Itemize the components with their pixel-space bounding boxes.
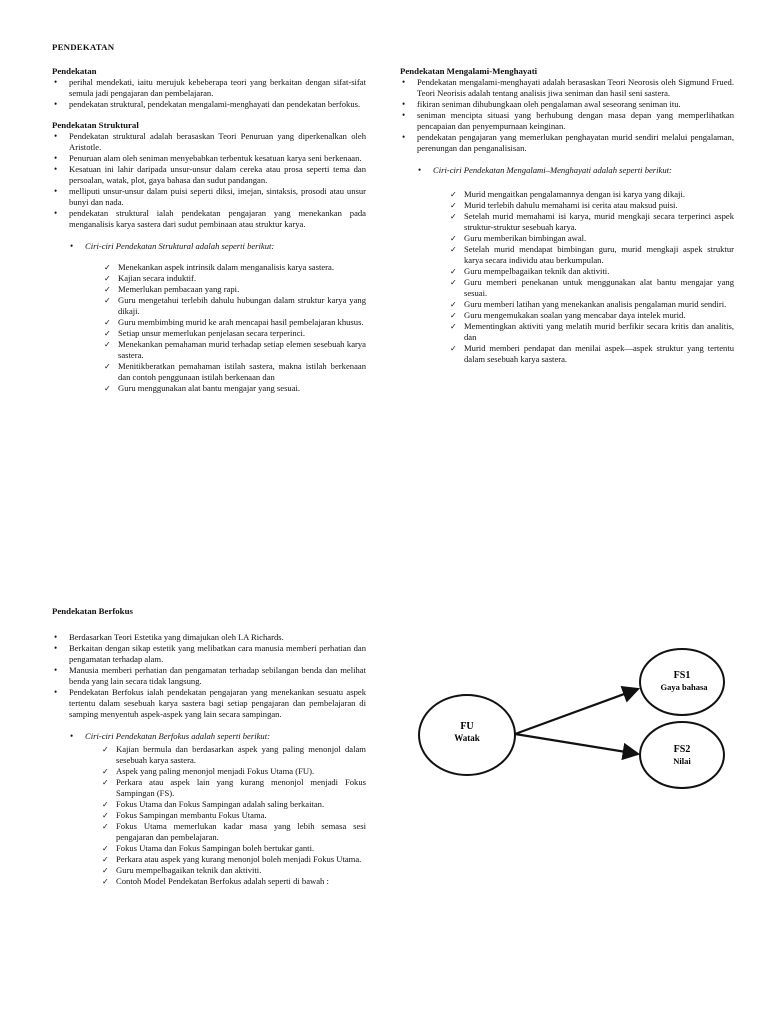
list-item: ✓ Guru menggunakan alat bantu mengajar yang sesuai.	[104, 383, 366, 394]
list-item: • Pendekatan mengalami-menghayati adalah berasaskan Teori Neorosis oleh Sigmund Frued. Teori Neorisis adalah tentang analisis jiwa seniman dan hasil seni sastera.	[400, 77, 734, 99]
list-item: ✓ Guru memberikan bimbingan awal.	[450, 233, 734, 244]
list-item: ✓ Menitikberatkan pemahaman istilah sastera, makna istilah berkenaan dan contoh penggunaan istilah berkenaan dan	[104, 361, 366, 383]
focus-diagram	[412, 644, 742, 804]
list-item: ✓ Aspek yang paling menonjol menjadi Fokus Utama (FU).	[102, 766, 366, 777]
section-heading-struktural: Pendekatan Struktural	[52, 120, 139, 130]
struktural-ciri-list	[104, 262, 366, 394]
list-item: ✓ Fokus Sampingan membantu Fokus Utama.	[102, 810, 366, 821]
list-item: • fikiran seniman dihubungkaan oleh pengalaman awal seseorang seniman itu.	[400, 99, 734, 110]
list-item: • Berdasarkan Teori Estetika yang dimajukan oleh I.A Richards.	[52, 632, 366, 643]
pendekatan-list	[52, 77, 366, 110]
list-item: ✓ Fokus Utama memerlukan kadar masa yang lebih semasa sesi pengajaran dan pembelajaran.	[102, 821, 366, 843]
mengalami-ciri-intro	[416, 165, 734, 176]
struktural-list	[52, 131, 366, 230]
page-title: PENDEKATAN	[52, 42, 115, 52]
list-item: ✓ Mementingkan aktiviti yang melatih murid berfikir secara kritis dan analitis, dan	[450, 321, 734, 343]
right-column	[400, 66, 734, 365]
section-heading-pendekatan: Pendekatan	[52, 66, 97, 76]
list-item: ✓ Guru mengetahui terlebih dahulu hubungan dalam struktur karya yang dikaji.	[104, 295, 366, 317]
berfokus-ciri-intro-text: Ciri-ciri Pendekatan Berfokus adalah seperti berikut:	[85, 731, 270, 741]
fs2-node	[640, 722, 724, 788]
list-item: ✓ Kajian secara induktif.	[104, 273, 366, 284]
berfokus-ciri-list	[102, 744, 366, 887]
left-column	[52, 66, 366, 394]
mengalami-list	[400, 77, 734, 154]
berfokus-section	[52, 606, 366, 887]
list-item: • Berkaitan dengan sikap estetik yang melibatkan cara manusia memberi perhatian dan pengamatan terhadap alam.	[52, 643, 366, 665]
list-item: ✓ Murid mengaitkan pengalamannya dengan isi karya yang dikaji.	[450, 189, 734, 200]
fs2-subtitle: Nilai	[673, 756, 691, 766]
list-item: • perihal mendekati, iaitu merujuk kebeberapa teori yang berkaitan dengan sifat-sifat semula jadi pengajaran dan pembelajaran.	[52, 77, 366, 99]
list-item: ✓ Memerlukan pembacaan yang rapi.	[104, 284, 366, 295]
berfokus-ciri-intro	[68, 731, 366, 742]
list-item: ✓ Murid terlebih dahulu memahami isi cerita atau maksud puisi.	[450, 200, 734, 211]
list-item: • pendekatan pengajaran yang memerlukan penghayatan murid sendiri melalui pengalaman, perenungan dan penganalisisan.	[400, 132, 734, 154]
list-item: • seniman mencipta situasi yang berhubung dengan masa depan yang memperlihatkan pencapaian dan penyempurnaan keinginan.	[400, 110, 734, 132]
list-item: ✓ Guru membimbing murid ke arah mencapai hasil pembelajaran khusus.	[104, 317, 366, 328]
list-item: • pendekatan struktural, pendekatan mengalami-menghayati dan pendekatan berfokus.	[52, 99, 366, 110]
struktural-ciri-intro-text: Ciri-ciri Pendekatan Struktural adalah seperti berikut:	[85, 241, 275, 251]
list-item: ✓ Menekankan pemahaman murid terhadap setiap elemen sesebuah karya sastera.	[104, 339, 366, 361]
arrow-fu-fs2	[515, 734, 638, 754]
list-item: ✓ Setelah murid memahami isi karya, murid mengkaji secara terperinci aspek struktur-struktur sesebuah karya.	[450, 211, 734, 233]
fs2-title: FS2	[673, 744, 691, 755]
struktural-ciri-intro	[68, 241, 366, 252]
list-item: ✓ Kajian bermula dan berdasarkan aspek yang paling menonjol dalam sesebuah karya sastera.	[102, 744, 366, 766]
list-item: • pendekatan struktural ialah pendekatan pengajaran yang menekankan pada menganalisis karya sastera dari sudut pembinaan atau struktur karya.	[52, 208, 366, 230]
fs1-title: FS1	[673, 670, 691, 681]
list-item: ✓ Fokus Utama dan Fokus Sampingan boleh bertukar ganti.	[102, 843, 366, 854]
mengalami-ciri-list	[450, 189, 734, 365]
list-item: ✓ Perkara atau aspek lain yang kurang menonjol menjadi Fokus Sampingan (FS).	[102, 777, 366, 799]
list-item: ✓ Murid memberi pendapat dan menilai aspek—aspek struktur yang tertentu dalam sesebuah karya sastera.	[450, 343, 734, 365]
list-item: ✓ Perkara atau aspek yang kurang menonjol boleh menjadi Fokus Utama.	[102, 854, 366, 865]
berfokus-list	[52, 632, 366, 720]
arrow-fu-fs1	[515, 689, 638, 734]
list-item: • melliputi unsur-unsur dalam puisi seperti diksi, imejan, sintaksis, prosodi atau unsur bunyi dan nada.	[52, 186, 366, 208]
list-item: ✓ Setelah murid mendapat bimbingan guru, murid mengkaji aspek struktur karya secara individu atau berkumpulan.	[450, 244, 734, 266]
list-item: ✓ Guru memberi latihan yang menekankan analisis pengalaman murid sendiri.	[450, 299, 734, 310]
list-item: ✓ Guru mempelbagaikan teknik dan aktiviti.	[102, 865, 366, 876]
list-item: ✓ Guru mempelbagaikan teknik dan aktiviti.	[450, 266, 734, 277]
list-item: • Pendekatan Berfokus ialah pendekatan pengajaran yang menekankan sesuatu aspek tertentu dalam sesebuah karya sastera bagi setiap pengajaran dan pembelajaran di samping menyentuh aspek-aspek yang lain secara sampingan.	[52, 687, 366, 720]
list-item: ✓ Guru memberi penekanan untuk menggunakan alat bantu mengajar yang sesuai.	[450, 277, 734, 299]
fu-title: FU	[460, 721, 474, 732]
mengalami-ciri-intro-text: Ciri-ciri Pendekatan Mengalami–Menghayati adalah seperti berikut:	[433, 165, 672, 175]
list-item: ✓ Guru mengemukakan soalan yang mencabar daya intelek murid.	[450, 310, 734, 321]
section-heading-berfokus: Pendekatan Berfokus	[52, 606, 133, 616]
list-item: • Manusia memberi perhatian dan pengamatan terhadap sebilangan benda dan melihat benda yang lain secara tidak langsung.	[52, 665, 366, 687]
list-item: ✓ Setiap unsur memerlukan penjelasan secara terperinci.	[104, 328, 366, 339]
list-item: • Pendekatan struktural adalah berasaskan Teori Penuruan yang diperkenalkan oleh Aristotle.	[52, 131, 366, 153]
list-item: ✓ Fokus Utama dan Fokus Sampingan adalah saling berkaitan.	[102, 799, 366, 810]
list-item: ✓ Contoh Model Pendekatan Berfokus adalah seperti di bawah :	[102, 876, 366, 887]
section-heading-mengalami: Pendekatan Mengalami-Menghayati	[400, 66, 538, 76]
list-item: ✓ Menekankan aspek intrinsik dalam menganalisis karya sastera.	[104, 262, 366, 273]
list-item: • Penuruan alam oleh seniman menyebabkan terbentuk kesatuan karya seni berkenaan.	[52, 153, 366, 164]
list-item: • Kesatuan ini lahir daripada unsur-unsur dalam cereka atau prosa seperti tema dan persoalan, watak, plot, gaya bahasa dan sudut pandangan.	[52, 164, 366, 186]
fu-subtitle: Watak	[454, 733, 480, 743]
fs1-subtitle: Gaya bahasa	[660, 682, 708, 692]
